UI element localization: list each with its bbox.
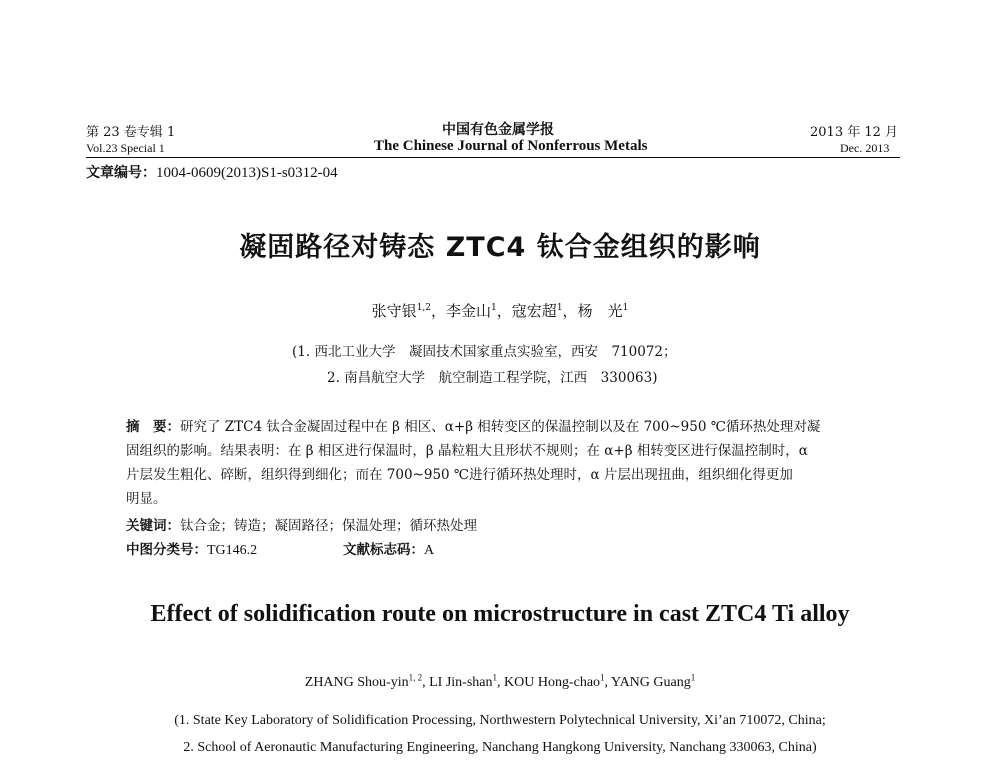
abstract-line-3: 片层发生粗化、碎断，组织得到细化；而在 700~950 ℃进行循环热处理时，α 片层出现扭曲，组织细化得更加 [126, 467, 793, 483]
journal-title-cn: 中国有色金属学报 [442, 122, 554, 138]
keywords-label: 关键词： [126, 518, 180, 534]
author-en-name: KOU Hong-chao [504, 675, 601, 690]
author-en-affiliation-mark: 1 [600, 672, 605, 683]
abstract-line-4: 明显。 [126, 491, 167, 507]
authors-cn [0, 300, 1000, 321]
author-en-affiliation-mark: 1 [690, 672, 696, 683]
author-cn-separator: ， [431, 302, 447, 320]
affiliation-en-1: (1. State Key Laboratory of Solidification Processing, Northwestern Polytechnical University, Xi’an 710072, China; [174, 713, 826, 728]
abstract-line-2: 固组织的影响。结果表明：在 β 相区进行保温时，β 晶粒粗大且形状不规则；在 α+β 相转变区进行保温控制时，α [126, 443, 808, 459]
article-id-value: 1004-0609(2013)S1-s0312-04 [156, 165, 338, 181]
header-rule [86, 157, 900, 158]
affiliation-en-2: 2. School of Aeronautic Manufacturing Engineering, Nanchang Hangkong University, Nanchang 330063, China) [183, 740, 817, 755]
author-cn-separator: ， [496, 302, 512, 320]
issue-cn: 第 23 卷专辑 1 [86, 125, 176, 140]
affiliation-cn-2: 2. 南昌航空大学 航空制造工程学院，江西 330063) [327, 370, 658, 386]
author-cn-affiliation-mark: 1 [622, 303, 629, 313]
author-cn-name: 杨 光 [577, 302, 623, 320]
abstract-label: 摘 要： [126, 419, 180, 435]
author-en-affiliation-mark: 1, 2 [408, 672, 423, 683]
issue-en: Vol.23 Special 1 [86, 141, 165, 155]
classification-label: 中图分类号： [126, 542, 207, 558]
abstract-text-1: 研究了 ZTC4 钛合金凝固过程中在 β 相区、α+β 相转变区的保温控制以及在 700~950 ℃循环热处理对凝 [180, 419, 821, 435]
date-cn: 2013 年 12 月 [810, 125, 899, 140]
classification-number [126, 538, 257, 563]
classification-value: TG146.2 [207, 543, 258, 558]
affiliation-cn-1: (1. 西北工业大学 凝固技术国家重点实验室，西安 710072； [292, 344, 677, 360]
author-en-affiliation-mark: 1 [492, 672, 497, 683]
author-cn-separator: ， [562, 302, 578, 320]
author-en-name: YANG Guang [611, 675, 691, 690]
author-en-separator: , [422, 675, 430, 690]
author-cn-affiliation-mark: 1 [491, 303, 497, 313]
author-en-separator: , [497, 675, 504, 690]
title-cn: 凝固路径对铸态 ZTC4 钛合金组织的影响 [239, 232, 761, 263]
author-en-name: ZHANG Shou-yin [304, 675, 409, 690]
document-code-value: A [424, 543, 435, 558]
document-code [343, 538, 434, 563]
journal-title-en: The Chinese Journal of Nonferrous Metals [374, 138, 648, 154]
keywords-value: 钛合金；铸造；凝固路径；保温处理；循环热处理 [180, 518, 477, 534]
article-id [86, 162, 338, 182]
author-cn-affiliation-mark: 1,2 [416, 303, 432, 313]
keywords-cn [126, 514, 477, 538]
author-en-separator: , [604, 675, 612, 690]
author-cn-affiliation-mark: 1 [556, 303, 563, 313]
author-cn-name: 李金山 [446, 302, 492, 320]
abstract-line-1 [126, 415, 886, 439]
author-cn-name: 寇宏超 [511, 302, 557, 320]
document-code-label: 文献标志码： [343, 542, 424, 558]
authors-en [0, 672, 1000, 691]
date-en: Dec. 2013 [840, 141, 890, 155]
title-en: Effect of solidification route on microstructure in cast ZTC4 Ti alloy [150, 601, 850, 627]
article-id-label: 文章编号： [86, 165, 156, 181]
abstract-cn [126, 415, 886, 511]
author-cn-name: 张守银 [371, 302, 417, 320]
author-en-name: LI Jin-shan [429, 675, 493, 690]
